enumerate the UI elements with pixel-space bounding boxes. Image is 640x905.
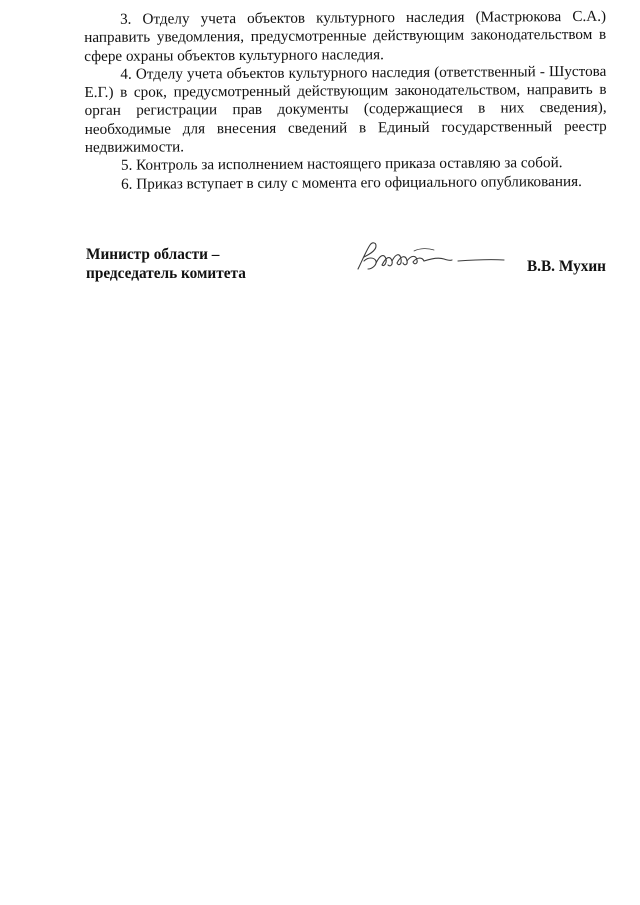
paragraph-text: Отделу учета объектов культурного наследия (Мастрюкова С.А.) направить уведомления, предусмотренные действующим законодательством в сфере охраны объектов культурного наследия.	[84, 7, 607, 65]
paragraph-4	[84, 63, 607, 158]
paragraph-number: 5.	[120, 157, 133, 175]
paragraph-number: 3.	[119, 10, 132, 28]
paragraph-text: Отделу учета объектов культурного наследия (ответственный - Шустова Е.Г.) в срок, предусмотренный действующим законодательством, направить в орган регистрации прав документы (содержащиеся в них сведения), необходимые для внесения сведений в Единый государственный реестр недвижимости.	[84, 62, 607, 157]
paragraph-text: Контроль за исполнением настоящего приказа оставляю за собой.	[136, 154, 563, 175]
signer-name: В.В. Мухин	[526, 258, 606, 275]
signer-title-line-2: председатель комитета	[86, 265, 246, 282]
paragraph-number: 4.	[120, 65, 132, 83]
paragraph-number: 6.	[121, 175, 133, 193]
signature-block	[86, 245, 608, 285]
signer-title-line-1: Министр области –	[86, 246, 220, 263]
paragraph-3	[84, 8, 606, 66]
paragraph-6	[85, 172, 607, 193]
order-body	[84, 8, 607, 194]
handwritten-signature-icon	[354, 239, 514, 277]
signer-title	[86, 245, 286, 283]
paragraph-text: Приказ вступает в силу с момента его официального опубликования.	[136, 172, 582, 193]
